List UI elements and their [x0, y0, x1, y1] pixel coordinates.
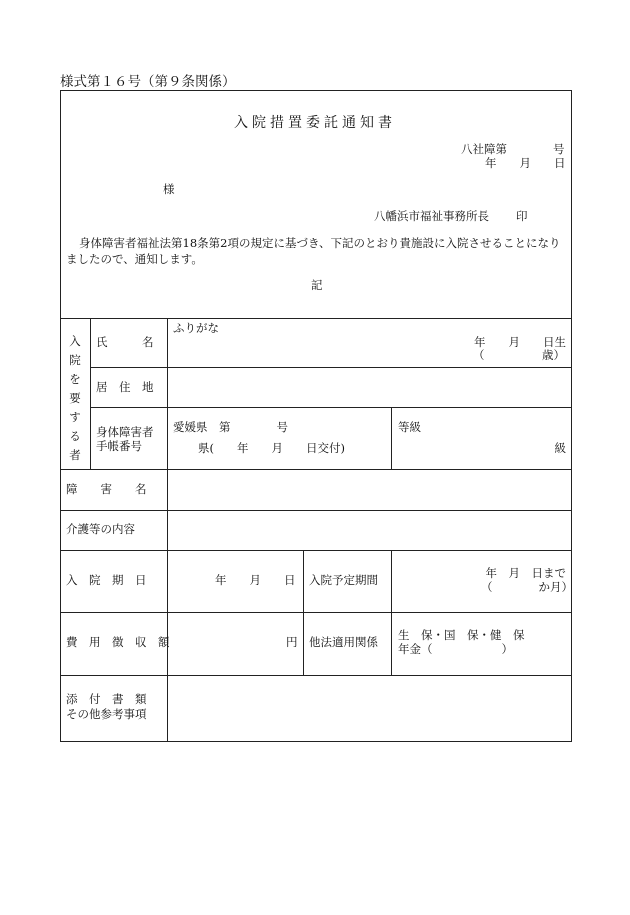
admission-date-value: 年 月 日 — [215, 573, 296, 587]
form-title: 入院措置委託通知書 — [234, 115, 396, 131]
rule-mid-divider-a — [303, 550, 304, 675]
seal-mark: 印 — [516, 209, 528, 223]
attachments-label-1: 添 付 書 類 — [66, 692, 147, 706]
rule-label-divider — [167, 318, 168, 741]
name-label: 氏 名 — [96, 335, 154, 349]
form-frame — [60, 90, 572, 742]
planned-period-value-2: （ か月） — [481, 580, 573, 594]
ki-marker: 記 — [311, 278, 323, 292]
other-law-value-1: 生 保・国 保・健 保 — [398, 628, 525, 642]
addressee-suffix: 様 — [163, 182, 175, 196]
other-law-label: 他法適用関係 — [309, 635, 378, 649]
notebook-value-1: 愛媛県 第 号 — [173, 420, 288, 434]
issue-date: 年 月 日 — [485, 156, 566, 170]
notebook-value-2: 県( 年 月 日交付) — [198, 441, 345, 455]
planned-period-label: 入院予定期間 — [309, 573, 378, 587]
other-law-value-2: 年金（ ） — [398, 642, 513, 656]
body-text-line-2: ましたので、通知します。 — [66, 252, 203, 266]
care-content-label: 介護等の内容 — [66, 522, 135, 536]
rule-fee-bottom — [61, 675, 571, 676]
grade-label: 等級 — [398, 420, 421, 434]
disability-name-label: 障 害 名 — [66, 482, 147, 496]
birth-date: 年 月 日生 — [474, 335, 566, 349]
person-group-label: 入院を要する者 — [69, 334, 81, 462]
rule-group-divider — [90, 318, 91, 469]
planned-period-value-1: 年 月 日まで — [485, 566, 566, 580]
rule-address-bottom — [90, 407, 571, 408]
fee-unit: 円 — [286, 635, 298, 649]
notebook-label-2: 手帳番号 — [96, 439, 142, 453]
rule-disability-bottom — [61, 510, 571, 511]
grade-unit: 級 — [554, 441, 566, 455]
rule-name-bottom — [90, 367, 571, 368]
rule-care-bottom — [61, 550, 571, 551]
document-number: 八社障第 号 — [461, 142, 565, 156]
rule-grade-divider — [391, 407, 392, 469]
attachments-label-2: その他参考事項 — [66, 707, 147, 721]
rule-header-bottom — [61, 318, 571, 319]
furigana-label: ふりがな — [173, 321, 219, 335]
rule-person-bottom — [61, 469, 571, 470]
rule-period-bottom — [61, 612, 571, 613]
age-field: （ 歳） — [473, 348, 565, 362]
rule-mid-divider-b — [391, 550, 392, 675]
fee-label: 費 用 徴 収 額 — [66, 635, 170, 649]
issuer-name: 八幡浜市福祉事務所長 — [374, 209, 489, 223]
address-label: 居 住 地 — [96, 380, 154, 394]
notebook-label-1: 身体障害者 — [96, 425, 154, 439]
form-number-label: 様式第１６号（第９条関係） — [60, 74, 236, 90]
body-text-line-1: 身体障害者福祉法第18条第2項の規定に基づき、下記のとおり貴施設に入院させることになり — [79, 236, 561, 250]
admission-date-label: 入 院 期 日 — [66, 573, 147, 587]
